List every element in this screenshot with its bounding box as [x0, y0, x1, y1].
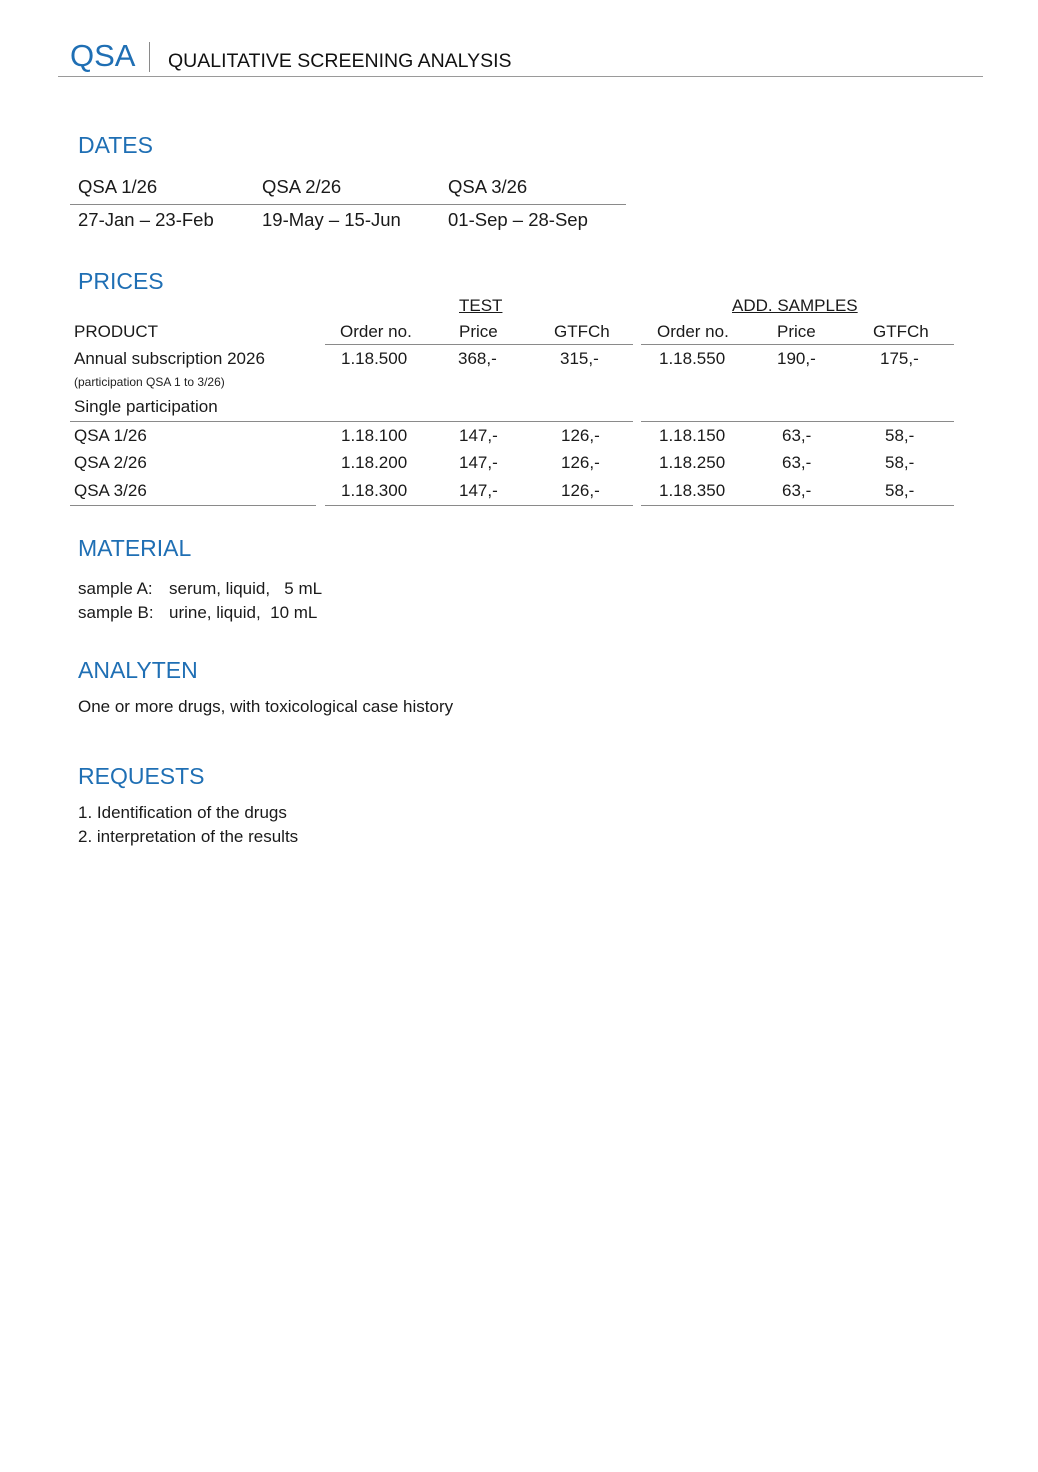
row2-product: QSA 2/26 [74, 453, 147, 472]
single-rule-add [641, 421, 954, 422]
row1-add-price: 63,- [782, 426, 812, 445]
dates-label-1: QSA 1/26 [78, 176, 158, 197]
header-divider [149, 42, 150, 72]
col-add-gtfch: GTFCh [873, 322, 929, 341]
annual-product: Annual subscription 2026 [74, 349, 265, 368]
dates-range-2: 19-May – 15-Jun [262, 209, 401, 230]
dates-range-3: 01-Sep – 28-Sep [448, 209, 588, 230]
dates-rule [70, 204, 626, 205]
row1-test-order: 1.18.100 [341, 426, 408, 445]
row1-add-gtfch: 58,- [885, 426, 915, 445]
row3-test-order: 1.18.300 [341, 481, 408, 500]
row3-add-price: 63,- [782, 481, 812, 500]
row2-add-gtfch: 58,- [885, 453, 915, 472]
bottom-rule-product [70, 505, 316, 506]
row1-test-gtfch: 126,- [561, 426, 600, 445]
row2-add-order: 1.18.250 [659, 453, 726, 472]
row3-test-gtfch: 126,- [561, 481, 600, 500]
row2-add-price: 63,- [782, 453, 812, 472]
col-add-order: Order no. [657, 322, 729, 341]
annual-add-gtfch: 175,- [880, 349, 919, 368]
dates-label-3: QSA 3/26 [448, 176, 528, 197]
row2-test-price: 147,- [459, 453, 498, 472]
dates-heading: DATES [78, 132, 153, 158]
annual-note: (participation QSA 1 to 3/26) [74, 375, 225, 389]
annual-add-order: 1.18.550 [659, 349, 726, 368]
annual-test-order: 1.18.500 [341, 349, 408, 368]
header-rule [58, 76, 983, 77]
row3-add-gtfch: 58,- [885, 481, 915, 500]
prices-heading: PRICES [78, 268, 164, 294]
requests-heading: REQUESTS [78, 763, 205, 789]
bottom-rule-add [641, 505, 954, 506]
row2-test-gtfch: 126,- [561, 453, 600, 472]
header-title: QUALITATIVE SCREENING ANALYSIS [168, 50, 512, 72]
annual-test-gtfch: 315,- [560, 349, 599, 368]
row3-add-order: 1.18.350 [659, 481, 726, 500]
col-test-gtfch: GTFCh [554, 322, 610, 341]
material-desc-a: serum, liquid, 5 mL [169, 579, 323, 598]
row1-add-order: 1.18.150 [659, 426, 726, 445]
annual-test-price: 368,- [458, 349, 497, 368]
col-test-price: Price [459, 322, 498, 341]
material-label-b: sample B: [78, 603, 154, 622]
annual-add-price: 190,- [777, 349, 816, 368]
request-item-2: 2. interpretation of the results [78, 827, 299, 846]
group-add-samples: ADD. SAMPLES [732, 296, 858, 315]
analyten-heading: ANALYTEN [78, 657, 198, 683]
dates-range-1: 27-Jan – 23-Feb [78, 209, 214, 230]
row3-product: QSA 3/26 [74, 481, 147, 500]
header-abbreviation: QSA [70, 38, 136, 73]
row3-test-price: 147,- [459, 481, 498, 500]
header-rule-add [641, 344, 954, 345]
material-label-a: sample A: [78, 579, 153, 598]
group-test: TEST [459, 296, 503, 315]
col-add-price: Price [777, 322, 816, 341]
request-item-1: 1. Identification of the drugs [78, 803, 287, 822]
header-rule-test [325, 344, 633, 345]
single-participation-label: Single participation [74, 397, 218, 416]
row1-product: QSA 1/26 [74, 426, 147, 445]
col-test-order: Order no. [340, 322, 412, 341]
row1-test-price: 147,- [459, 426, 498, 445]
row2-test-order: 1.18.200 [341, 453, 408, 472]
analyten-text: One or more drugs, with toxicological case history [78, 697, 454, 716]
material-heading: MATERIAL [78, 535, 192, 561]
dates-label-2: QSA 2/26 [262, 176, 342, 197]
single-rule-test [70, 421, 633, 422]
bottom-rule-test [325, 505, 633, 506]
material-desc-b: urine, liquid, 10 mL [169, 603, 318, 622]
col-product: PRODUCT [74, 322, 159, 341]
